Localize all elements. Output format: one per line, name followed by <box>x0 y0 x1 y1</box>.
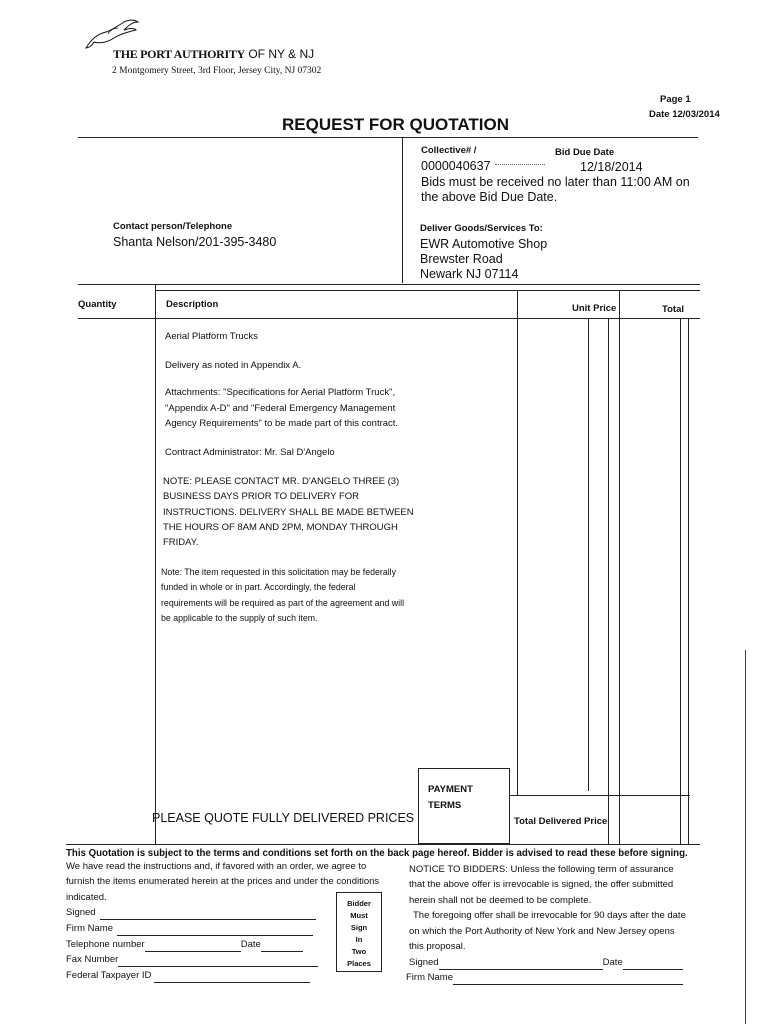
firm-name-field[interactable]: Firm Name <box>66 921 313 936</box>
column-total: Total <box>662 304 684 315</box>
collective-value: 0000040637 <box>421 159 491 173</box>
page-title: REQUEST FOR QUOTATION <box>282 115 509 134</box>
contact-value: Shanta Nelson/201-395-3480 <box>113 235 277 249</box>
column-description: Description <box>166 299 219 310</box>
bid-due-label: Bid Due Date <box>555 147 615 158</box>
org-address: 2 Montgomery Street, 3rd Floor, Jersey City, NJ 07302 <box>112 66 322 76</box>
desc-line: BUSINESS DAYS PRIOR TO DELIVERY FOR <box>163 491 360 503</box>
desc-line: "Appendix A-D" and "Federal Emergency Management <box>165 402 396 414</box>
desc-line: funded in whole or in part. Accordingly, the federal <box>161 582 356 593</box>
total-delivered-price-label: Total Delivered Price <box>514 816 608 827</box>
deliver-address-line-1: EWR Automotive Shop <box>420 237 548 251</box>
deliver-to-label: Deliver Goods/Services To: <box>420 223 543 234</box>
bid-note-line-1: Bids must be received no later than 11:00 AM on <box>421 175 690 189</box>
desc-line: NOTE: PLEASE CONTACT MR. D'ANGELO THREE (3) <box>163 475 400 487</box>
desc-line: be applicable to the supply of such item. <box>161 613 318 624</box>
bidder-agreement: We have read the instructions and, if favored with an order, we agree to furnish the items enumerated herein at the prices and under the conditions indicated. <box>66 861 380 903</box>
page-number: Page 1 <box>660 94 691 105</box>
right-firm-name-field[interactable]: Firm Name <box>406 970 683 985</box>
contact-label: Contact person/Telephone <box>113 221 233 232</box>
column-unit-price: Unit Price <box>572 303 617 314</box>
payment-terms-label-2: TERMS <box>428 800 462 811</box>
desc-line: INSTRUCTIONS. DELIVERY SHALL BE MADE BETWEEN <box>163 506 414 518</box>
bid-due-value: 12/18/2014 <box>580 160 643 174</box>
desc-line: Contract Administrator: Mr. Sal D'Angelo <box>165 446 335 458</box>
right-signed-field[interactable]: Signed Date <box>409 955 683 970</box>
desc-line: Aerial Platform Trucks <box>165 331 258 342</box>
item-description <box>161 329 515 626</box>
deliver-address-line-3: Newark NJ 07114 <box>420 267 519 281</box>
desc-line: THE HOURS OF 8AM AND 2PM, MONDAY THROUGH <box>163 522 398 533</box>
payment-terms-label: PAYMENT <box>428 784 473 795</box>
quote-note: PLEASE QUOTE FULLY DELIVERED PRICES <box>152 811 415 825</box>
desc-line: FRIDAY. <box>163 537 199 549</box>
fax-field[interactable]: Fax Number <box>66 952 318 967</box>
telephone-field[interactable]: Telephone number Date <box>66 937 303 952</box>
bid-note-line-2: the above Bid Due Date. <box>421 190 558 204</box>
column-quantity: Quantity <box>78 299 117 310</box>
desc-line: requirements will be required as part of the agreement and will <box>161 597 405 608</box>
taxpayer-id-field[interactable]: Federal Taxpayer ID <box>66 968 310 983</box>
bidder-sign-box: Bidder Must Sign In Two Places <box>336 892 382 972</box>
terms-subject-line: This Quotation is subject to the terms and conditions set forth on the back page hereof. Bidder is advised to read these before signing. <box>66 848 688 859</box>
scan-edge-line <box>745 650 746 1024</box>
signed-field[interactable]: Signed <box>66 905 316 920</box>
document-date: Date 12/03/2014 <box>649 109 720 120</box>
notice-to-bidders: NOTICE TO BIDDERS: Unless the following term of assurance that the above offer is irrevocable is signed, the offer submitted herein shall not be deemed to be complete. The foregoing offer shall be irrevocable for 90 days after the date on which the Port Authority of New York and New Jersey opens this proposal. <box>409 864 686 953</box>
deliver-address-line-2: Brewster Road <box>420 252 503 266</box>
desc-line: Attachments: "Specifications for Aerial Platform Truck", <box>165 387 396 398</box>
org-name: THE PORT AUTHORITY OF NY & NJ <box>113 47 315 61</box>
desc-line: Note: The item requested in this solicitation may be federally <box>161 566 397 577</box>
desc-line: Delivery as noted in Appendix A. <box>165 360 302 371</box>
desc-line: Agency Requirements" to be made part of this contract. <box>165 418 399 430</box>
collective-label: Collective# / <box>421 145 477 156</box>
